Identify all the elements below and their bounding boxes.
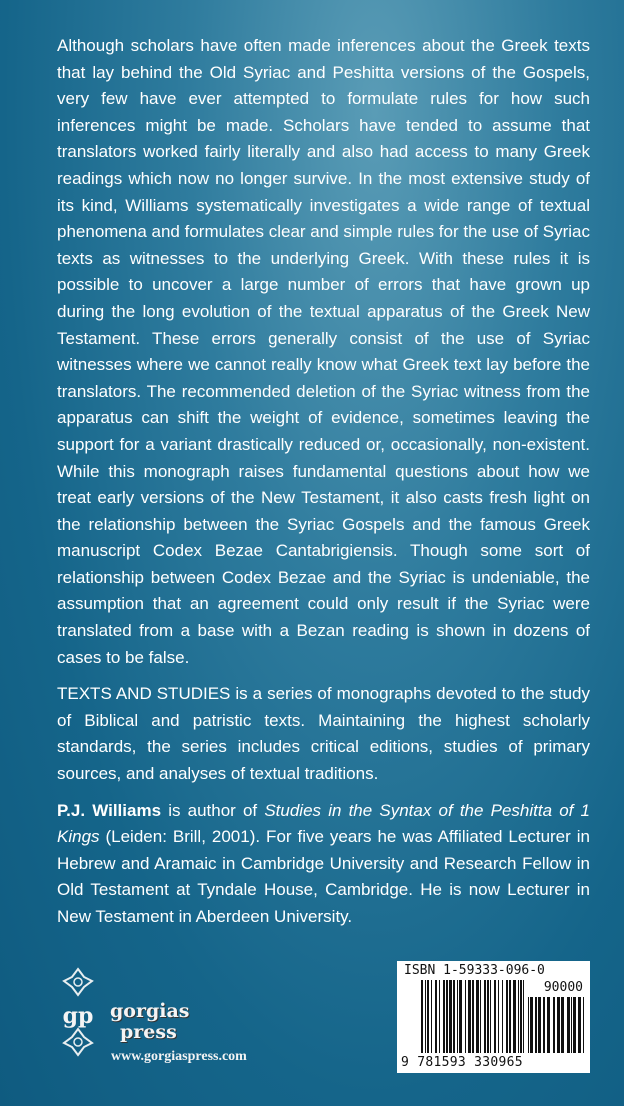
barcode-bar <box>439 980 440 1053</box>
bio-text: (Leiden: Brill, 2001). For five years he was Affiliated Lecturer in Hebrew and Aramaic in Cambridge University and Research Fellow in Old Testament at Tyndale House, Cambridge. He is now Lecturer in New Testament in Aberdeen University. <box>57 827 590 926</box>
barcode-bar <box>459 980 462 1053</box>
barcode-bar <box>427 980 429 1053</box>
barcode-bar <box>518 980 519 1053</box>
barcode-bar <box>578 997 581 1053</box>
barcode-bar <box>523 980 524 1053</box>
svg-text:gp: gp <box>62 1002 94 1029</box>
barcode-bar <box>530 997 533 1053</box>
gorgias-press-logo-icon <box>58 967 98 1057</box>
book-title: Studies in the Syntax of the Peshitta of 1 Kings <box>57 800 590 847</box>
barcode-bar <box>487 980 489 1053</box>
barcode-bar <box>543 997 545 1053</box>
barcode-bar <box>449 980 452 1053</box>
barcode-bar <box>528 997 529 1053</box>
publisher-brand <box>58 967 288 1067</box>
author-name: P.J. Williams <box>57 800 162 820</box>
barcode-bar <box>506 980 508 1053</box>
barcode-bar <box>553 997 555 1053</box>
barcode-bar <box>509 980 511 1053</box>
barcode-bar <box>571 997 572 1053</box>
barcode-bar <box>520 980 522 1053</box>
cover-footer <box>0 961 624 1106</box>
barcode-bar <box>535 997 537 1053</box>
barcode-addon-icon <box>528 997 584 1053</box>
publisher-name-line1: gorgias <box>110 999 190 1022</box>
author-bio <box>57 798 590 931</box>
barcode-bar <box>547 997 550 1053</box>
price-code: 90000 <box>543 979 583 995</box>
barcode-bar <box>490 980 491 1053</box>
barcode-bar <box>431 980 432 1053</box>
isbn-barcode <box>397 961 590 1073</box>
isbn-number: ISBN 1-59333-096-0 <box>404 962 545 978</box>
barcode-bar <box>494 980 496 1053</box>
bio-text: is author of <box>161 800 265 820</box>
publisher-url: www.gorgiaspress.com <box>111 1048 247 1064</box>
barcode-bar <box>457 980 458 1053</box>
barcode-bar <box>465 980 466 1053</box>
series-paragraph: TEXTS AND STUDIES is a series of monographs devoted to the study of Biblical and patristic texts. Maintaining the highest scholarly standards, the series includes critical editions, studies of primary sources, and analyses of textual traditions. <box>57 684 590 784</box>
barcode-bar <box>538 997 541 1053</box>
barcode-bar <box>498 980 499 1053</box>
ean-number: 9 781593 330965 <box>401 1054 523 1070</box>
barcode-bar <box>421 980 423 1053</box>
barcode-bar <box>453 980 455 1053</box>
barcode-bar <box>561 997 564 1053</box>
publisher-name <box>110 1001 189 1043</box>
barcode-bar <box>443 980 445 1053</box>
barcode-bar <box>502 980 503 1053</box>
barcode-bar <box>472 980 474 1053</box>
description-paragraph: Although scholars have often made inferences about the Greek texts that lay behind the Old Syriac and Peshitta versions of the Gospels, very few have ever attempted to formulate rules for how such inferences might be made. Scholars have tended to assume that translators worked fairly literally and also had access to many Greek readings which now no longer survive. In the most extensive study of its kind, Williams systematically investigates a wide range of textual phenomena and formulates clear and simple rules for the use of Syriac texts as witnesses to the underlying Greek. With these rules it is possible to uncover a large number of errors that have grown up during the long evolution of the textual apparatus of the Greek New Testament. These errors generally consist of the use of Syriac witnesses where we cannot really know what Greek text lay before the translators. The recommended deletion of the Syriac witness from the apparatus can shift the weight of evidence, sometimes leaving the support for a variant drastically reduced or, occasionally, non-existent. While this monograph raises fundamental questions about how we treat early versions of the New Testament, it also casts fresh light on the relationship between the Syriac Gospels and the famous Greek manuscript Codex Bezae Cantabrigiensis. Though some sort of relationship between Codex Bezae and the Syriac is undeniable, the assumption that an agreement could only result if the Syriac were translated from a base with a Bezan reading is shown in dozens of cases to be false. <box>57 36 590 667</box>
barcode-bar <box>446 980 448 1053</box>
barcode-bar <box>583 997 584 1053</box>
barcode-main-icon <box>421 980 525 1053</box>
publisher-name-line2: press <box>120 1020 177 1043</box>
barcode-bar <box>513 980 516 1053</box>
barcode-bar <box>557 997 560 1053</box>
barcode-bar <box>573 997 576 1053</box>
barcode-bar <box>468 980 471 1053</box>
barcode-bar <box>425 980 426 1053</box>
barcode-bar <box>567 997 570 1053</box>
barcode-bar <box>435 980 437 1053</box>
barcode-bar <box>476 980 479 1053</box>
barcode-bar <box>484 980 486 1053</box>
barcode-bar <box>480 980 481 1053</box>
